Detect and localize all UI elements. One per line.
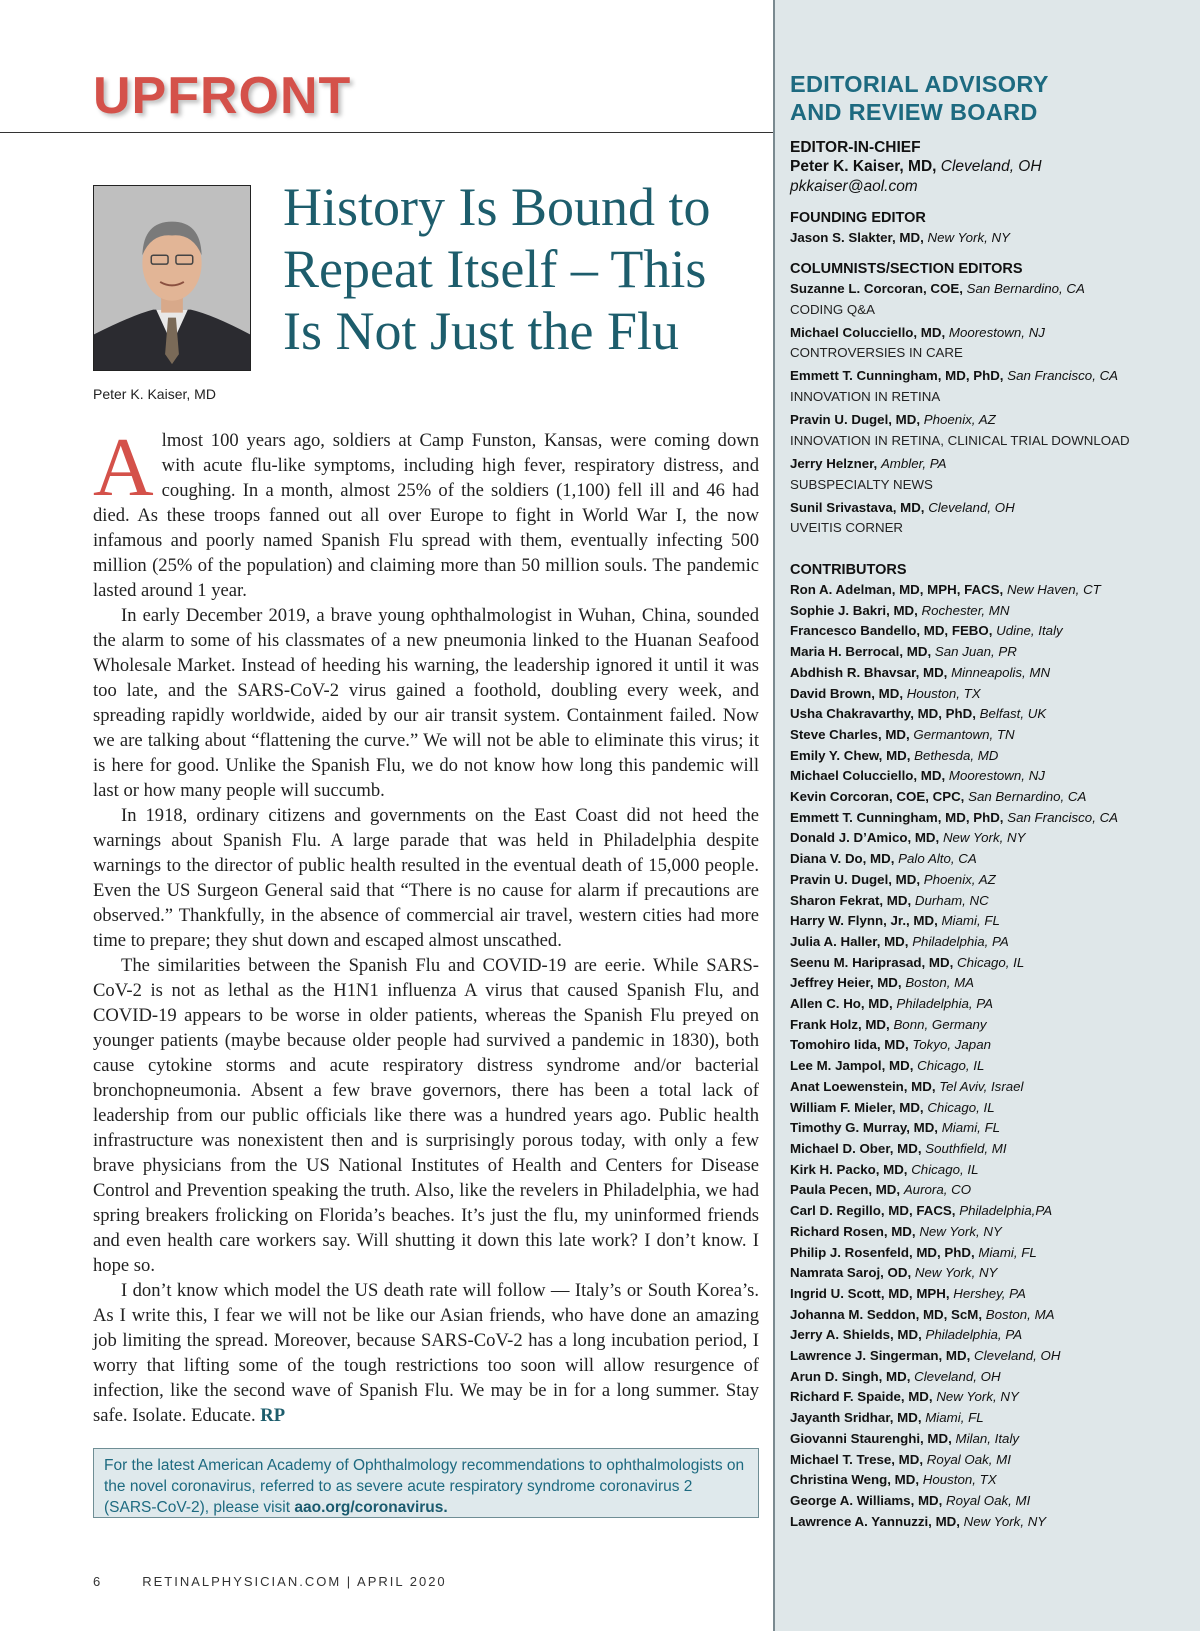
eic-email: pkkaiser@aol.com xyxy=(790,178,918,195)
contributor-location: Hershey, PA xyxy=(953,1285,1026,1301)
columnists-heading: COLUMNISTS/SECTION EDITORS xyxy=(790,261,1023,277)
contributor-name: Harry W. Flynn, Jr., MD, xyxy=(790,913,938,929)
contributor-name: Namrata Saroj, OD, xyxy=(790,1265,912,1281)
article-paragraph: The similarities between the Spanish Flu and COVID-19 are eerie. While SARS-CoV-2 is not as lethal as the H1N1 influenza A virus that caused Spanish Flu, and COVID-19 appears to be worse in older patients, whereas the Spanish Flu preyed on younger patients (maybe because older people had survived a pandemic in 1830), both cause cytokine storms and acute respiratory distress syndrome and/or bacterial bronchopneumonia. Absent a few brave governors, there has been a total lack of leadership from our public officials like there was a hundred years ago. Public health infrastructure was nonexistent then and is surprisingly porous today, with only a few brave physicians from the US National Institutes of Health and Centers for Disease Control and Prevention speaking the truth. Also, like the revelers in Philadelphia, we had spring breakers frolicking on Florida’s beaches. It’s just the flu, my uninformed friends and even health care workers say. Will shutting it down this late work? I don’t know. I hope so. xyxy=(93,955,759,1276)
contributor-location: Philadelphia, PA xyxy=(896,996,993,1012)
contributor-location: Udine, Italy xyxy=(996,623,1063,639)
columnist-item: Suzanne L. Corcoran, COE, San Bernardino, CA CODING Q&A xyxy=(790,281,1085,317)
callout-text: For the latest American Academy of Ophthalmology recommendations to ophthalmologists on the novel coronavirus, referred to as severe acute respiratory syndrome coronavirus 2 (SARS-CoV-2), please visit xyxy=(104,1457,745,1516)
contributor-name: Emmett T. Cunningham, MD, PhD, xyxy=(790,809,1004,825)
callout-link[interactable]: aao.org/coronavirus. xyxy=(294,1499,448,1516)
contributor-location: San Francisco, CA xyxy=(1007,809,1119,825)
contributor-item xyxy=(790,766,1190,787)
contributor-name: Francesco Bandello, MD, FEBO, xyxy=(790,623,993,639)
contributor-name: Pravin U. Dugel, MD, xyxy=(790,871,921,887)
contributor-name: Usha Chakravarthy, MD, PhD, xyxy=(790,706,976,722)
contributor-name: Steve Charles, MD, xyxy=(790,726,910,742)
eic-heading: EDITOR-IN-CHIEF xyxy=(790,139,921,156)
contributor-name: Frank Holz, MD, xyxy=(790,1016,890,1032)
contributor-location: Philadelphia, PA xyxy=(912,933,1009,949)
contributor-item xyxy=(790,808,1190,829)
contributor-name: Jerry A. Shields, MD, xyxy=(790,1327,922,1343)
contributor-location: Cleveland, OH xyxy=(914,1368,1001,1384)
page-footer xyxy=(93,1574,447,1589)
contributor-name: Sophie J. Bakri, MD, xyxy=(790,602,918,618)
contributor-item xyxy=(790,621,1190,642)
contributor-location: Minneapolis, MN xyxy=(951,664,1051,680)
contributor-name: Diana V. Do, MD, xyxy=(790,851,895,867)
contributor-location: New York, NY xyxy=(942,830,1026,846)
contributor-item xyxy=(790,911,1190,932)
contributor-name: Seenu M. Hariprasad, MD, xyxy=(790,954,954,970)
contributor-location: Tel Aviv, Israel xyxy=(939,1078,1024,1094)
contributor-item xyxy=(790,1263,1190,1284)
founding-editor-row: Jason S. Slakter, MD, New York, NY xyxy=(790,230,1010,245)
contributor-location: Bethesda, MD xyxy=(914,747,999,763)
contributor-item xyxy=(790,1346,1190,1367)
contributor-name: George A. Williams, MD, xyxy=(790,1492,943,1508)
author-photo xyxy=(93,185,251,371)
contributor-location: Palo Alto, CA xyxy=(898,851,977,867)
contributor-name: Jayanth Sridhar, MD, xyxy=(790,1410,922,1426)
article-paragraph: In 1918, ordinary citizens and governments on the East Coast did not heed the warnings about Spanish Flu. A large parade that was held in Philadelphia despite warnings to the director of public health resulted in the eventual death of 15,000 people. Even the US Surgeon General said that “There is no cause for alarm if precautions are observed.” Thankfully, in the absence of commercial air travel, western cities had more time to prepare; they shut down and escaped almost unscathed. xyxy=(93,805,759,951)
contributor-item xyxy=(790,849,1190,870)
contributor-item xyxy=(790,1387,1190,1408)
contributor-name: Carl D. Regillo, MD, FACS, xyxy=(790,1203,956,1219)
article-headline xyxy=(283,176,753,362)
section-title: UPFRONT xyxy=(93,67,352,125)
contributor-name: Lee M. Jampol, MD, xyxy=(790,1058,914,1074)
contributor-location: Chicago, IL xyxy=(957,954,1025,970)
contributor-name: Ingrid U. Scott, MD, MPH, xyxy=(790,1285,950,1301)
contributor-location: Phoenix, AZ xyxy=(923,871,996,887)
contributor-location: Boston, MA xyxy=(905,975,975,991)
columnists-block xyxy=(790,260,1190,541)
contributor-name: Jeffrey Heier, MD, xyxy=(790,975,902,991)
contributor-item xyxy=(790,932,1190,953)
contributor-location: New Haven, CT xyxy=(1006,582,1101,597)
contributor-item xyxy=(790,1325,1190,1346)
contributor-item xyxy=(790,1098,1190,1119)
contributor-location: Royal Oak, MI xyxy=(946,1492,1031,1508)
article-paragraph: Almost 100 years ago, soldiers at Camp Funston, Kansas, were coming down with acute flu-like symptoms, including high fever, respiratory distress, and coughing. In a month, almost 25% of the soldiers (1,100) fell ill and 46 had died. As these troops fanned out all over Europe to fight in World War I, the now infamous and poorly named Spanish Flu spread with them, eventually infecting 500 million (25% of the population) and claiming more than 50 million souls. The pandemic lasted around 1 year. xyxy=(93,421,759,601)
contributor-item xyxy=(790,1139,1190,1160)
author-byline: Peter K. Kaiser, MD xyxy=(93,386,216,402)
contributor-item xyxy=(790,1015,1190,1036)
article-body xyxy=(93,421,759,1428)
contributor-name: Julia A. Haller, MD, xyxy=(790,933,909,949)
header-rule xyxy=(0,132,773,133)
contributor-name: Allen C. Ho, MD, xyxy=(790,996,893,1012)
contributor-location: Durham, NC xyxy=(914,892,989,908)
contributor-item xyxy=(790,787,1190,808)
contributor-item xyxy=(790,994,1190,1015)
contributor-name: Kevin Corcoran, COE, CPC, xyxy=(790,789,965,805)
contributor-item xyxy=(790,828,1190,849)
contributor-location: Miami, FL xyxy=(941,1120,1001,1136)
contributor-location: Tokyo, Japan xyxy=(912,1037,991,1053)
contributors-heading: CONTRIBUTORS xyxy=(790,562,907,578)
page-number: 6 xyxy=(93,1574,101,1589)
contributor-location: Houston, TX xyxy=(906,685,981,701)
columnist-item: Michael Colucciello, MD, Moorestown, NJ CONTROVERSIES IN CARE xyxy=(790,324,1045,361)
contributor-location: Cleveland, OH xyxy=(974,1348,1061,1364)
contributor-item xyxy=(790,1450,1190,1471)
contributor-name: Michael Colucciello, MD, xyxy=(790,768,946,784)
signoff-mark: RP xyxy=(260,1405,286,1426)
editorial-board-sidebar xyxy=(773,0,1200,1631)
contributor-name: Ron A. Adelman, MD, MPH, FACS, xyxy=(790,582,1004,597)
contributor-name: Emily Y. Chew, MD, xyxy=(790,747,911,763)
sidebar-title: EDITORIAL ADVISORY AND REVIEW BOARD xyxy=(790,71,1049,125)
contributor-name: Michael T. Trese, MD, xyxy=(790,1451,924,1467)
contributor-item xyxy=(790,725,1190,746)
contributor-name: Kirk H. Packo, MD, xyxy=(790,1161,908,1177)
contributor-location: Chicago, IL xyxy=(917,1058,985,1074)
contributor-location: New York, NY xyxy=(936,1389,1019,1405)
contributor-name: Richard F. Spaide, MD, xyxy=(790,1389,933,1405)
founding-heading: FOUNDING EDITOR xyxy=(790,210,926,226)
contributor-item xyxy=(790,1305,1190,1326)
contributor-name: David Brown, MD, xyxy=(790,685,904,701)
contributor-item xyxy=(790,870,1190,891)
contributor-location: Chicago, IL xyxy=(927,1099,995,1115)
contributor-name: Maria H. Berrocal, MD, xyxy=(790,644,932,660)
contributor-item xyxy=(790,1056,1190,1077)
contributor-location: Philadelphia,PA xyxy=(959,1203,1053,1219)
contributor-name: Paula Pecen, MD, xyxy=(790,1182,901,1198)
contributor-location: New York, NY xyxy=(914,1265,998,1281)
contributor-location: San Bernardino, CA xyxy=(968,789,1087,805)
contributor-item xyxy=(790,1077,1190,1098)
contributor-name: Lawrence J. Singerman, MD, xyxy=(790,1348,971,1364)
contributor-location: Milan, Italy xyxy=(955,1430,1020,1446)
contributor-location: Chicago, IL xyxy=(911,1161,979,1177)
contributor-location: Belfast, UK xyxy=(979,706,1047,722)
contributor-location: Miami, FL xyxy=(978,1244,1037,1260)
contributors-block xyxy=(790,561,1190,1532)
contributor-location: Boston, MA xyxy=(985,1306,1055,1322)
contributor-location: New York, NY xyxy=(919,1223,1002,1239)
contributor-item xyxy=(790,953,1190,974)
contributor-item xyxy=(790,1284,1190,1305)
contributor-name: Tomohiro Iida, MD, xyxy=(790,1037,909,1053)
contributor-location: Germantown, TN xyxy=(913,726,1015,742)
contributor-location: Houston, TX xyxy=(922,1472,997,1488)
contributor-item xyxy=(790,1470,1190,1491)
contributor-item xyxy=(790,1201,1190,1222)
headline-line: History Is Bound to xyxy=(283,177,711,237)
headline-line: Is Not Just the Flu xyxy=(283,301,680,361)
contributor-name: Abdhish R. Bhavsar, MD, xyxy=(790,664,948,680)
founding-editor-block xyxy=(790,209,1190,249)
contributor-name: Philip J. Rosenfeld, MD, PhD, xyxy=(790,1244,975,1260)
contributor-name: Donald J. D’Amico, MD, xyxy=(790,830,940,846)
headline-line: Repeat Itself – This xyxy=(283,239,707,299)
contributor-item xyxy=(790,1367,1190,1388)
article-paragraph: In early December 2019, a brave young ophthalmologist in Wuhan, China, sounded the alarm to some of his classmates of a new pneumonia linked to the Huanan Seafood Wholesale Market. Instead of heeding his warning, the leadership ignored it until it was too late, and the SARS-CoV-2 virus gained a foothold, doubling every week, and spreading rapidly worldwide, aided by our air transit system. Containment failed. Now we are talking about “flattening the curve.” We will not be able to eliminate this virus; it is here for good. Unlike the Spanish Flu, we do not know how long this pandemic will last or how many people will succumb. xyxy=(93,605,759,801)
contributor-item xyxy=(790,1429,1190,1450)
contributor-location: Bonn, Germany xyxy=(893,1016,987,1032)
contributor-item xyxy=(790,1118,1190,1139)
contributor-item xyxy=(790,704,1190,725)
contributor-location: Miami, FL xyxy=(925,1410,984,1426)
contributor-location: Aurora, CO xyxy=(903,1182,972,1198)
contributor-item xyxy=(790,642,1190,663)
columnist-item: Sunil Srivastava, MD, Cleveland, OH UVEITIS CORNER xyxy=(790,499,1015,536)
columnists-list xyxy=(790,279,1190,537)
contributor-location: Rochester, MN xyxy=(921,602,1010,618)
contributor-name: Michael D. Ober, MD, xyxy=(790,1140,922,1156)
editor-in-chief-block xyxy=(790,138,1190,197)
contributor-item xyxy=(790,973,1190,994)
contributor-item xyxy=(790,663,1190,684)
footer-text: RETINALPHYSICIAN.COM | APRIL 2020 xyxy=(142,1574,447,1589)
contributor-name: William F. Mieler, MD, xyxy=(790,1099,924,1115)
contributor-location: Southfield, MI xyxy=(925,1140,1007,1156)
contributor-location: Moorestown, NJ xyxy=(948,768,1045,784)
columnist-item: Emmett T. Cunningham, MD, PhD, San Francisco, CA INNOVATION IN RETINA xyxy=(790,368,1119,405)
contributor-item xyxy=(790,1408,1190,1429)
contributor-item xyxy=(790,601,1190,622)
contributor-name: Lawrence A. Yannuzzi, MD, xyxy=(790,1513,960,1529)
contributor-item xyxy=(790,891,1190,912)
info-callout-box xyxy=(93,1448,759,1518)
contributor-item xyxy=(790,1222,1190,1243)
contributor-item xyxy=(790,1243,1190,1264)
contributor-name: Arun D. Singh, MD, xyxy=(790,1368,911,1384)
eic-name-row: Peter K. Kaiser, MD, Cleveland, OH xyxy=(790,158,1042,175)
contributor-name: Johanna M. Seddon, MD, ScM, xyxy=(790,1306,983,1322)
contributor-item xyxy=(790,1160,1190,1181)
drop-cap: A xyxy=(93,421,154,514)
contributor-name: Christina Weng, MD, xyxy=(790,1472,920,1488)
contributor-name: Timothy G. Murray, MD, xyxy=(790,1120,939,1136)
contributor-location: Miami, FL xyxy=(941,913,1000,929)
contributors-list xyxy=(790,580,1190,1532)
contributor-item xyxy=(790,684,1190,705)
contributor-name: Richard Rosen, MD, xyxy=(790,1223,916,1239)
contributor-location: Philadelphia, PA xyxy=(925,1327,1023,1343)
contributor-name: Anat Loewenstein, MD, xyxy=(790,1078,936,1094)
contributor-item xyxy=(790,1512,1190,1533)
contributor-item xyxy=(790,1491,1190,1512)
columnist-item: Jerry Helzner, Ambler, PA SUBSPECIALTY NEWS xyxy=(790,455,947,492)
columnist-item: Pravin U. Dugel, MD, Phoenix, AZ INNOVATION IN RETINA, CLINICAL TRIAL DOWNLOAD xyxy=(790,412,1130,448)
contributor-location: San Juan, PR xyxy=(934,644,1017,660)
contributor-name: Sharon Fekrat, MD, xyxy=(790,892,912,908)
contributor-location: Royal Oak, MI xyxy=(926,1451,1011,1467)
contributor-item xyxy=(790,580,1190,601)
article-paragraph: I don’t know which model the US death rate will follow — Italy’s or South Korea’s. As I write this, I fear we will not be like our Asian friends, who have done an amazing job limiting the spread. Moreover, because SARS-CoV-2 has a long incubation period, I worry that lifting some of the tough restrictions too soon will allow resurgence of infection, like the second wave of Spanish Flu. We may be in for a long summer. Stay safe. Isolate. Educate. RP xyxy=(93,1280,759,1426)
contributor-item xyxy=(790,746,1190,767)
contributor-name: Giovanni Staurenghi, MD, xyxy=(790,1430,952,1446)
contributor-item xyxy=(790,1035,1190,1056)
contributor-location: New York, NY xyxy=(963,1513,1047,1529)
contributor-item xyxy=(790,1180,1190,1201)
